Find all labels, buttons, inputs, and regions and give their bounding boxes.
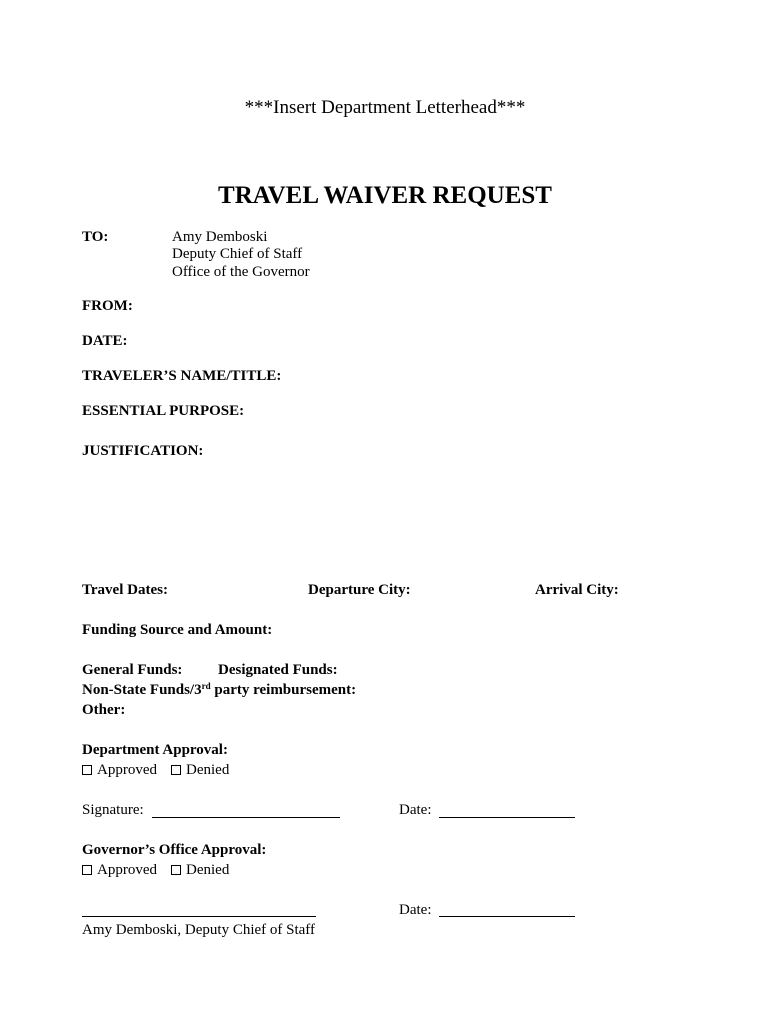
gov-date-label: Date: <box>399 902 432 918</box>
designated-funds-label: Designated Funds: <box>218 662 338 678</box>
recipient-office: Office of the Governor <box>172 264 310 280</box>
dept-denied-option[interactable]: Denied <box>171 762 229 778</box>
dept-date-label: Date: <box>399 802 432 818</box>
governor-approval-heading: Governor’s Office Approval: <box>82 842 267 858</box>
dept-approved-checkbox[interactable] <box>82 765 92 775</box>
gov-approved-option[interactable]: Approved <box>82 862 157 878</box>
traveler-label: TRAVELER’S NAME/TITLE: <box>82 368 282 384</box>
dept-denied-checkbox[interactable] <box>171 765 181 775</box>
dept-approved-option[interactable]: Approved <box>82 762 157 778</box>
signature-label: Signature: <box>82 802 144 818</box>
signature-line[interactable] <box>152 817 340 818</box>
recipient-name: Amy Demboski <box>172 229 268 245</box>
justification-label: JUSTIFICATION: <box>82 443 204 459</box>
from-label: FROM: <box>82 298 133 314</box>
letterhead-placeholder: ***Insert Department Letterhead*** <box>244 97 526 118</box>
departure-city-label: Departure City: <box>308 582 411 598</box>
form-title: TRAVEL WAIVER REQUEST <box>218 182 552 209</box>
gov-date-line[interactable] <box>439 916 575 917</box>
travel-dates-label: Travel Dates: <box>82 582 168 598</box>
governor-approval-options <box>82 862 229 879</box>
department-approval-heading: Department Approval: <box>82 742 228 758</box>
arrival-city-label: Arrival City: <box>535 582 619 598</box>
nonstate-funds-label: Non-State Funds/3rd party reimbursement: <box>82 681 357 698</box>
purpose-label: ESSENTIAL PURPOSE: <box>82 403 245 419</box>
gov-denied-checkbox[interactable] <box>171 865 181 875</box>
date-label: DATE: <box>82 333 128 349</box>
department-approval-options <box>82 762 229 779</box>
gov-approved-checkbox[interactable] <box>82 865 92 875</box>
dept-date-line[interactable] <box>439 817 575 818</box>
gov-denied-option[interactable]: Denied <box>171 862 229 878</box>
funding-heading: Funding Source and Amount: <box>82 622 273 638</box>
recipient-position: Deputy Chief of Staff <box>172 246 303 262</box>
to-label: TO: <box>82 229 109 245</box>
other-funds-label: Other: <box>82 702 126 718</box>
governor-signature-line[interactable] <box>82 916 316 917</box>
governor-signatory: Amy Demboski, Deputy Chief of Staff <box>82 922 316 938</box>
general-funds-label: General Funds: <box>82 662 183 678</box>
